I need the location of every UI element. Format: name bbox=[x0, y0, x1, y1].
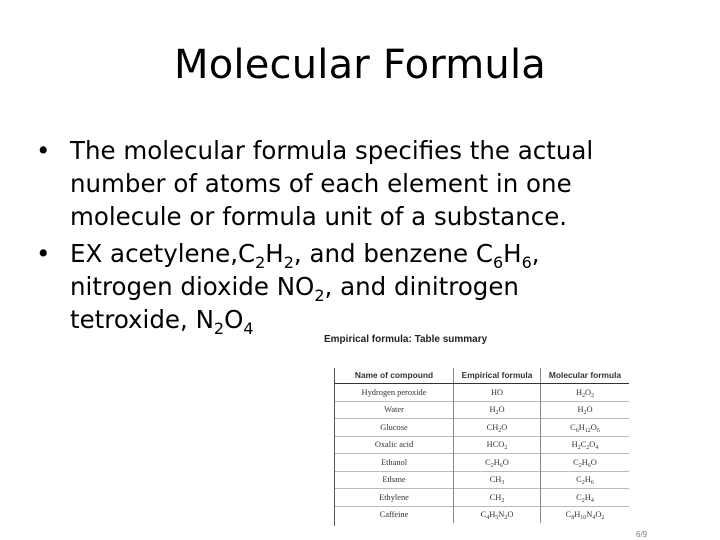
empirical-formula-cell bbox=[454, 489, 541, 507]
text-run: tetroxide, N bbox=[70, 305, 214, 334]
text-run: , bbox=[531, 239, 540, 268]
table-row bbox=[335, 384, 629, 402]
text-run: H bbox=[503, 239, 522, 268]
formula-subscript: 2 bbox=[581, 497, 585, 504]
formula-text: H bbox=[584, 492, 591, 502]
text-run: O bbox=[224, 305, 244, 334]
compound-name-cell: Glucose bbox=[335, 419, 454, 437]
formula-subscript: 2 bbox=[601, 515, 605, 522]
formula-subscript: 10 bbox=[580, 515, 587, 522]
bullet-item-definition bbox=[36, 134, 676, 233]
bullet-marker: • bbox=[36, 136, 51, 165]
formula-text: C bbox=[565, 510, 572, 520]
formula-text: O bbox=[501, 422, 508, 432]
summary-table-image bbox=[334, 368, 629, 526]
text-run: , and dinitrogen bbox=[324, 272, 519, 301]
bullet-text-line: The molecular formula specifies the actual bbox=[70, 136, 594, 165]
bullet-item-examples bbox=[36, 237, 676, 336]
table-body bbox=[335, 384, 629, 524]
slide-title: Molecular Formula bbox=[174, 42, 546, 88]
formula-text: O bbox=[585, 387, 592, 397]
formula-text: H bbox=[575, 387, 582, 397]
formula-text: N bbox=[586, 510, 593, 520]
molecular-formula-cell bbox=[541, 401, 630, 419]
formula-subscript: 6 bbox=[587, 462, 591, 469]
subscript: 2 bbox=[283, 253, 294, 272]
formula-text: O bbox=[589, 440, 596, 450]
bullet-text-line bbox=[70, 303, 676, 336]
bullet-text-line: number of atoms of each element in one bbox=[70, 169, 572, 198]
formula-text: C bbox=[576, 475, 582, 485]
formula-subscript: 2 bbox=[577, 445, 581, 452]
empirical-formula-cell bbox=[454, 384, 541, 402]
formula-text: H bbox=[581, 457, 588, 467]
formula-text: HO bbox=[490, 387, 504, 397]
empirical-formula-cell bbox=[454, 436, 541, 454]
empirical-formula-cell bbox=[454, 401, 541, 419]
table-row bbox=[335, 506, 629, 523]
column-header: Name of compound bbox=[335, 368, 454, 384]
formula-subscript: 6 bbox=[590, 480, 594, 487]
text-run: nitrogen dioxide NO bbox=[70, 272, 315, 301]
formula-subscript: 2 bbox=[501, 497, 505, 504]
formula-text: CH bbox=[486, 422, 499, 432]
empirical-formula-cell bbox=[454, 506, 541, 523]
formula-subscript: 2 bbox=[495, 410, 499, 417]
compound-name-cell: Ethanol bbox=[335, 454, 454, 472]
formula-text: O bbox=[595, 510, 602, 520]
subscript: 2 bbox=[255, 253, 266, 272]
formula-text: CH bbox=[489, 492, 502, 502]
formula-subscript: 2 bbox=[591, 392, 595, 399]
page-number: 6/9 bbox=[636, 530, 648, 539]
formula-subscript: 6 bbox=[499, 462, 503, 469]
formula-text: N bbox=[498, 510, 505, 520]
formula-subscript: 3 bbox=[501, 480, 505, 487]
summary-table bbox=[335, 368, 629, 523]
bullet-text-line bbox=[70, 237, 676, 270]
formula-subscript: 2 bbox=[490, 462, 494, 469]
formula-text: O bbox=[586, 405, 593, 415]
formula-subscript: 4 bbox=[592, 515, 596, 522]
formula-text: H bbox=[571, 440, 578, 450]
text-run: , and benzene C bbox=[293, 239, 493, 268]
subscript: 4 bbox=[243, 319, 254, 338]
table-row bbox=[335, 471, 629, 489]
empirical-formula-cell bbox=[454, 419, 541, 437]
column-header: Molecular formula bbox=[541, 368, 630, 384]
formula-subscript: 4 bbox=[486, 515, 490, 522]
formula-text: H bbox=[489, 510, 496, 520]
formula-text: H bbox=[577, 405, 584, 415]
formula-text: O bbox=[590, 457, 597, 467]
formula-text: C bbox=[576, 492, 582, 502]
formula-subscript: 2 bbox=[582, 392, 585, 399]
table-row bbox=[335, 489, 629, 507]
formula-subscript: 5 bbox=[495, 515, 499, 522]
bullet-text-line bbox=[70, 270, 676, 303]
formula-text: C bbox=[580, 440, 587, 450]
formula-subscript: 12 bbox=[584, 427, 591, 434]
subscript: 2 bbox=[213, 319, 225, 338]
formula-subscript: 2 bbox=[504, 515, 508, 522]
subscript: 6 bbox=[521, 253, 532, 272]
bullet-text-line: molecule or formula unit of a substance. bbox=[70, 202, 568, 231]
formula-text: O bbox=[498, 405, 505, 415]
formula-subscript: 6 bbox=[596, 427, 600, 434]
formula-text: O bbox=[590, 422, 597, 432]
compound-name-cell: Ethylene bbox=[335, 489, 454, 507]
compound-name-cell: Water bbox=[335, 401, 454, 419]
formula-subscript: 2 bbox=[586, 445, 590, 452]
table-row bbox=[335, 401, 629, 419]
table-row bbox=[335, 419, 629, 437]
empirical-formula-cell bbox=[454, 471, 541, 489]
formula-subscript: 8 bbox=[571, 515, 575, 522]
formula-subscript: 2 bbox=[581, 480, 585, 487]
text-run: H bbox=[265, 239, 284, 268]
formula-subscript: 2 bbox=[504, 445, 508, 452]
formula-text: H bbox=[489, 405, 496, 415]
compound-name-cell: Oxalic acid bbox=[335, 436, 454, 454]
compound-name-cell: Ethane bbox=[335, 471, 454, 489]
formula-text: HCO bbox=[486, 440, 505, 450]
bullet-marker: • bbox=[36, 239, 51, 268]
summary-table-figure bbox=[324, 334, 640, 540]
formula-subscript: 6 bbox=[575, 427, 579, 434]
molecular-formula-cell bbox=[541, 506, 630, 523]
text-run: EX acetylene,C bbox=[70, 239, 256, 268]
formula-text: CH bbox=[489, 475, 502, 485]
formula-text: C bbox=[570, 422, 576, 432]
formula-text: O bbox=[507, 510, 514, 520]
formula-text: C bbox=[480, 510, 487, 520]
molecular-formula-cell bbox=[541, 454, 630, 472]
formula-subscript: 2 bbox=[498, 427, 502, 434]
molecular-formula-cell bbox=[541, 419, 630, 437]
molecular-formula-cell bbox=[541, 384, 630, 402]
table-row bbox=[335, 436, 629, 454]
formula-text: C bbox=[485, 457, 491, 467]
table-row bbox=[335, 454, 629, 472]
formula-text: H bbox=[584, 475, 591, 485]
formula-subscript: 4 bbox=[595, 445, 599, 452]
column-header: Empirical formula bbox=[454, 368, 541, 384]
compound-name-cell: Caffeine bbox=[335, 506, 454, 523]
table-header-row bbox=[335, 368, 629, 384]
formula-text: H bbox=[578, 422, 585, 432]
molecular-formula-cell bbox=[541, 489, 630, 507]
formula-subscript: 2 bbox=[583, 410, 587, 417]
subscript: 6 bbox=[492, 253, 504, 272]
formula-text: C bbox=[573, 457, 579, 467]
formula-subscript: 2 bbox=[578, 462, 582, 469]
formula-text: O bbox=[502, 457, 509, 467]
compound-name-cell: Hydrogen peroxide bbox=[335, 384, 454, 402]
formula-text: H bbox=[574, 510, 581, 520]
molecular-formula-cell bbox=[541, 471, 630, 489]
subscript: 2 bbox=[314, 286, 325, 305]
formula-subscript: 4 bbox=[590, 497, 594, 504]
empirical-formula-cell bbox=[454, 454, 541, 472]
table-caption: Empirical formula: Table summary bbox=[324, 334, 488, 345]
molecular-formula-cell bbox=[541, 436, 630, 454]
bullet-list bbox=[36, 134, 676, 340]
formula-text: H bbox=[493, 457, 500, 467]
